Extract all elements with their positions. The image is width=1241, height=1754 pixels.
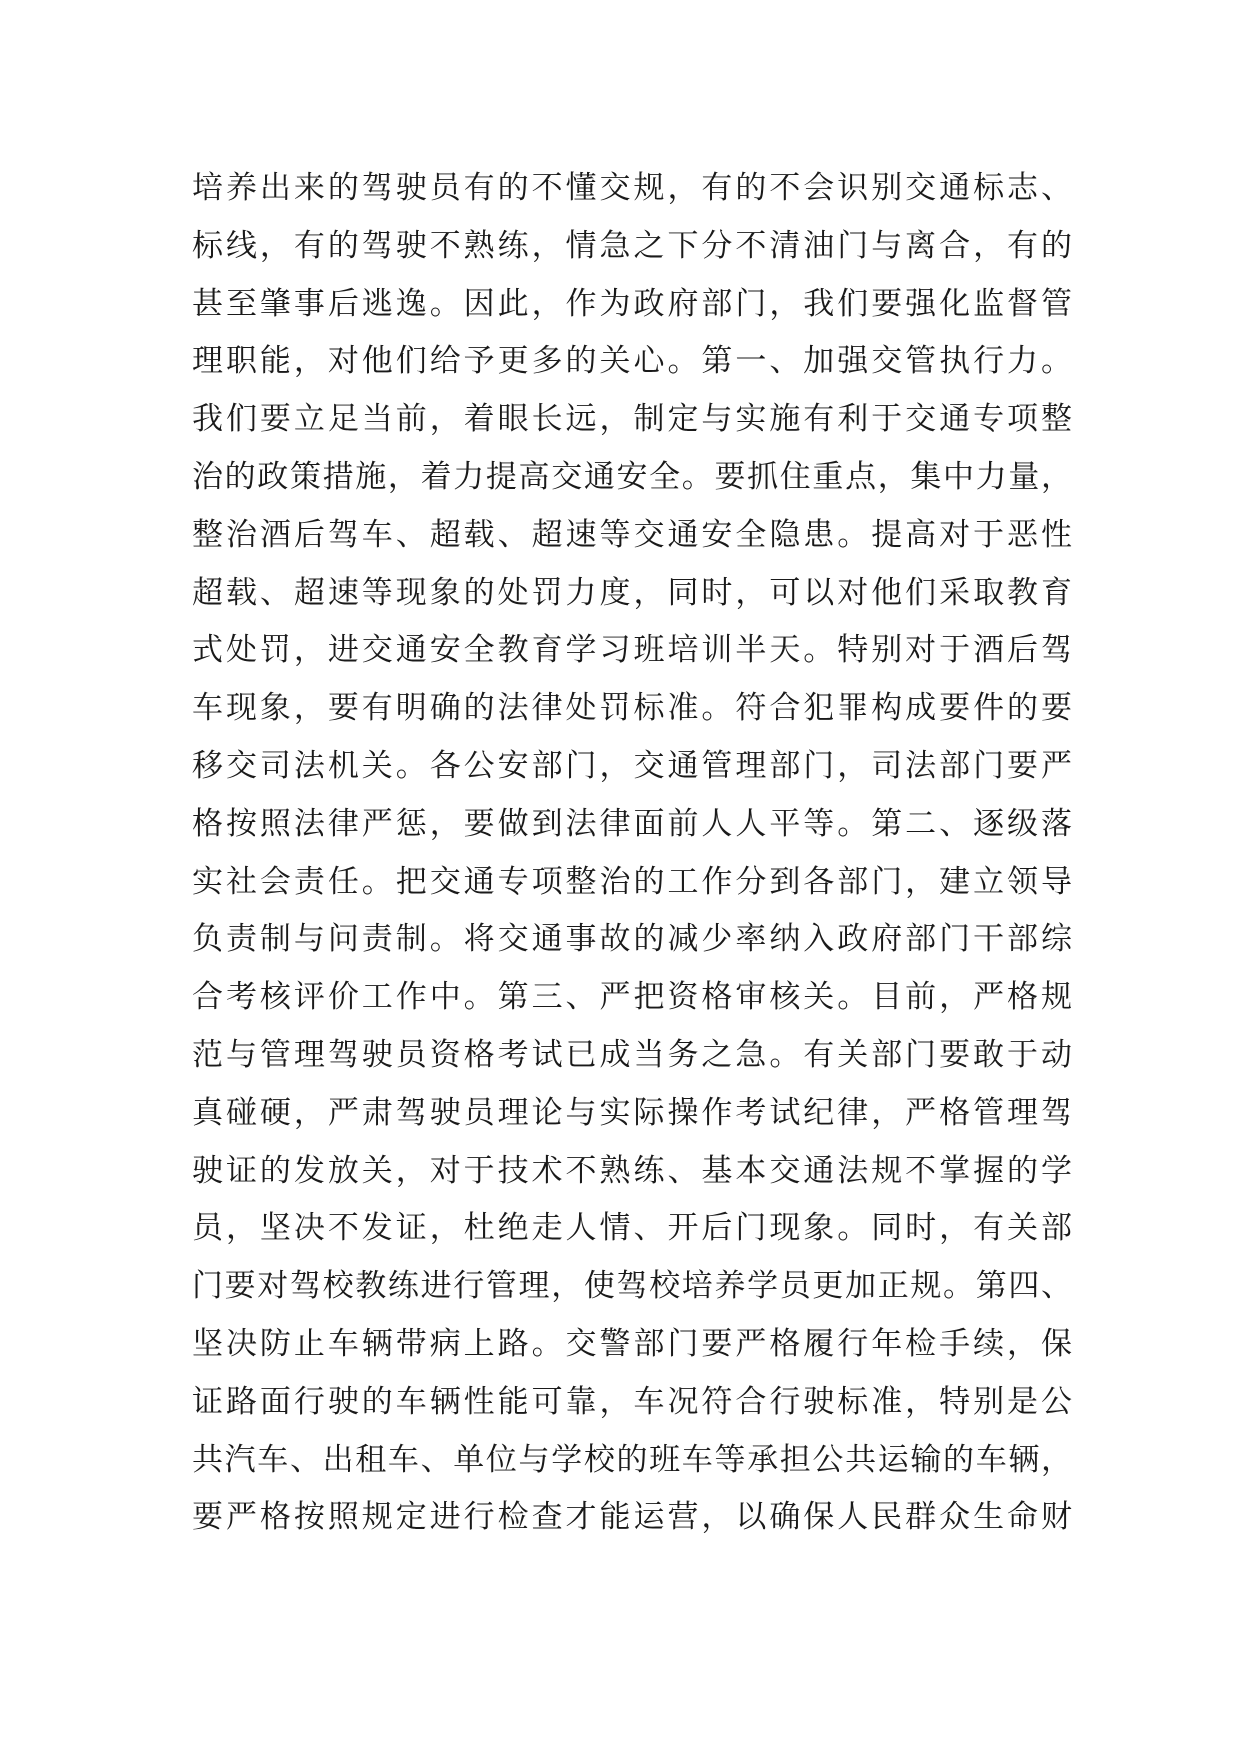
- text-line: 治的政策措施，着力提高交通安全。要抓住重点，集中力量，: [192, 458, 1072, 495]
- text-line: 标线，有的驾驶不熟练，情急之下分不清油门与离合，有的: [192, 227, 1072, 264]
- text-line: 范与管理驾驶员资格考试已成当务之急。有关部门要敢于动: [192, 1036, 1072, 1073]
- text-line: 理职能，对他们给予更多的关心。第一、加强交管执行力。: [192, 343, 1072, 380]
- text-line: 负责制与问责制。将交通事故的减少率纳入政府部门干部综: [192, 921, 1072, 958]
- text-line: 坚决防止车辆带病上路。交警部门要严格履行年检手续，保: [192, 1325, 1072, 1362]
- body-paragraph: [192, 160, 1072, 1547]
- text-line: 证路面行驶的车辆性能可靠，车况符合行驶标准，特别是公: [192, 1383, 1072, 1420]
- text-line: 式处罚，进交通安全教育学习班培训半天。特别对于酒后驾: [192, 632, 1072, 669]
- text-line: 甚至肇事后逃逸。因此，作为政府部门，我们要强化监督管: [192, 285, 1072, 322]
- text-line: 整治酒后驾车、超载、超速等交通安全隐患。提高对于恶性: [192, 516, 1072, 553]
- text-line: 真碰硬，严肃驾驶员理论与实际操作考试纪律，严格管理驾: [192, 1094, 1072, 1131]
- text-line: 要严格按照规定进行检查才能运营，以确保人民群众生命财: [192, 1499, 1072, 1536]
- text-line: 超载、超速等现象的处罚力度，同时，可以对他们采取教育: [192, 574, 1072, 611]
- text-line: 驶证的发放关，对于技术不熟练、基本交通法规不掌握的学: [192, 1152, 1072, 1189]
- text-line: 格按照法律严惩，要做到法律面前人人平等。第二、逐级落: [192, 805, 1072, 842]
- text-line: 我们要立足当前，着眼长远，制定与实施有利于交通专项整: [192, 401, 1072, 438]
- text-line: 共汽车、出租车、单位与学校的班车等承担公共运输的车辆，: [192, 1441, 1072, 1478]
- text-line: 合考核评价工作中。第三、严把资格审核关。目前，严格规: [192, 979, 1072, 1016]
- text-line: 培养出来的驾驶员有的不懂交规，有的不会识别交通标志、: [192, 170, 1072, 206]
- text-line: 员，坚决不发证，杜绝走人情、开后门现象。同时，有关部: [192, 1210, 1072, 1247]
- text-line: 门要对驾校教练进行管理，使驾校培养学员更加正规。第四、: [192, 1268, 1072, 1305]
- text-line: 车现象，要有明确的法律处罚标准。符合犯罪构成要件的要: [192, 690, 1072, 727]
- text-line: 实社会责任。把交通专项整治的工作分到各部门，建立领导: [192, 863, 1072, 900]
- text-line: 移交司法机关。各公安部门，交通管理部门，司法部门要严: [192, 747, 1072, 784]
